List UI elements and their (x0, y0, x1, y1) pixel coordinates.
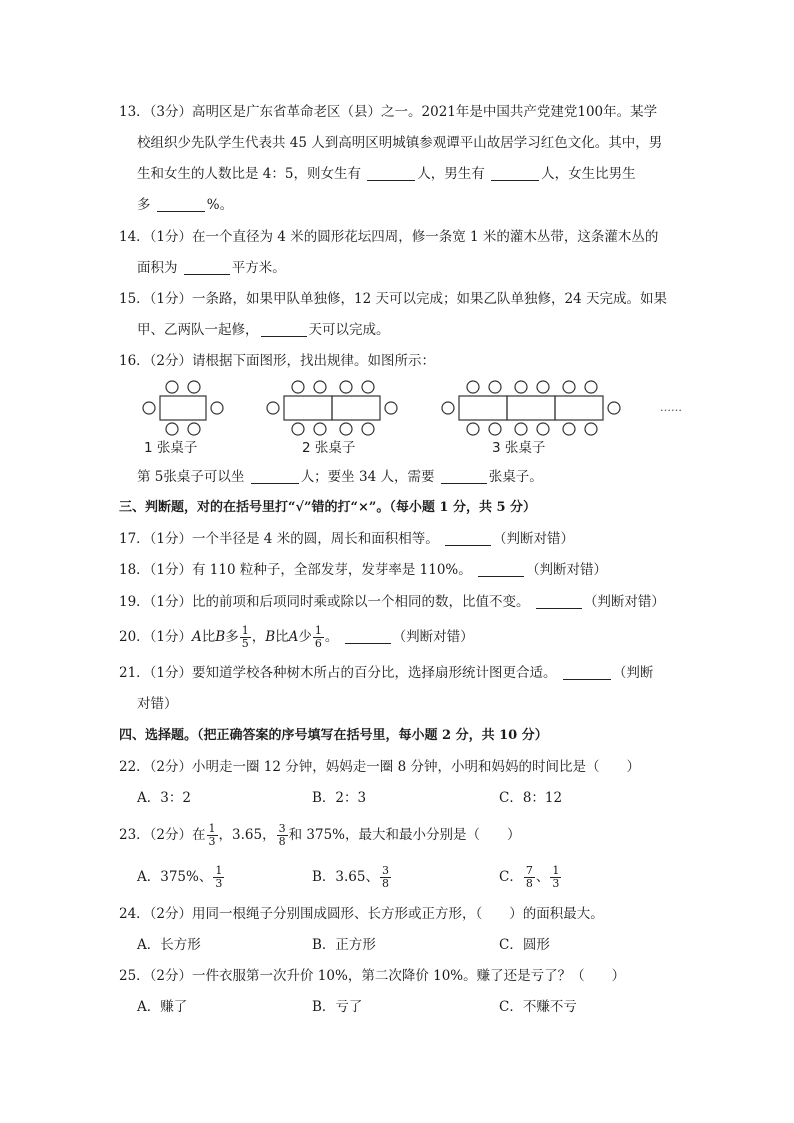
q22-option-a[interactable]: A．3：2 (137, 790, 191, 806)
numerator: 1 (215, 864, 223, 877)
q20 (119, 624, 474, 650)
q23-text: ，3.65， (218, 827, 276, 843)
q13-line-4 (137, 196, 233, 214)
table-rect (507, 396, 555, 420)
q15-line-2 (137, 321, 390, 339)
denominator: 8 (381, 877, 389, 890)
seat-circle (537, 423, 549, 435)
q13-text: %。 (206, 197, 234, 213)
var-b: B (215, 629, 226, 645)
q13-line-1: 13．（3分）高明区是广东省革命老区（县）之一。2021年是中国共产党建党100年。某学 (119, 104, 658, 120)
section-3-heading: 三、判断题，对的在括号里打“√”错的打“×”。（每小题 1 分，共 5 分） (119, 500, 537, 515)
seat-circle (211, 402, 223, 414)
q23-stem (119, 820, 520, 850)
table-seating-figure (0, 378, 794, 458)
numerator: 7 (525, 864, 533, 877)
q22-option-c[interactable]: C．8：12 (499, 790, 563, 806)
q20-text: 比 (201, 629, 216, 645)
option-text: C． (499, 869, 523, 885)
q17-suffix: （判断对错） (493, 531, 574, 547)
fraction (550, 865, 561, 890)
q16-line-1: 16．（2分）请根据下面图形，找出规律。如图所示： (119, 353, 436, 369)
q14-line-2 (137, 259, 286, 277)
answer-blank[interactable] (184, 260, 230, 275)
q20-text: 。 (324, 629, 339, 645)
seat-circle (362, 381, 374, 393)
table-rect (555, 396, 603, 420)
seat-circle (188, 423, 200, 435)
answer-blank[interactable] (251, 469, 299, 484)
seat-circle (585, 381, 597, 393)
numerator: 1 (552, 864, 560, 877)
fraction (213, 865, 224, 890)
table-rect (160, 396, 206, 420)
seat-circle (340, 381, 352, 393)
fraction (524, 865, 535, 890)
denominator: 3 (552, 877, 560, 890)
q16-text: 张桌子。 (488, 469, 543, 485)
q15-text: 天可以完成。 (308, 322, 390, 338)
section-4-heading: 四、选择题。（把正确答案的序号填写在括号里，每小题 2 分，共 10 分） (119, 728, 548, 743)
q23-text: 23．（2分）在 (119, 827, 206, 843)
q25-option-c[interactable]: C．不赚不亏 (499, 999, 577, 1015)
var-a: A (192, 629, 202, 645)
q21-suffix: （判断 (612, 665, 654, 681)
q13-line-2: 校组织少先队学生代表共 45 人到高明区明城镇参观谭平山故居学习红色文化。其中，男 (137, 135, 663, 151)
seat-circle (515, 381, 527, 393)
option-text: B．3.65、 (312, 869, 379, 885)
seat-circle (442, 402, 454, 414)
seat-circle (188, 381, 200, 393)
fraction (277, 823, 288, 848)
q23-option-c[interactable] (499, 862, 562, 892)
seat-circle (467, 423, 479, 435)
q14-text: 平方米。 (231, 260, 286, 276)
option-text: 、 (535, 869, 550, 885)
q21-line-1 (119, 664, 653, 682)
seat-circle (166, 423, 178, 435)
q20-text: 多 (225, 629, 239, 645)
q23-text: 和 375%，最大和最小分别是（ ） (288, 827, 521, 843)
answer-blank[interactable] (445, 531, 491, 546)
seat-circle (467, 381, 479, 393)
q13-text: 生和女生的人数比是 4：5，则女生有 (137, 166, 361, 182)
option-text: A．375%、 (137, 869, 213, 885)
numerator: 3 (381, 864, 389, 877)
q14-line-1: 14．（1分）在一个直径为 4 米的圆形花坛四周，修一条宽 1 米的灌木丛带，这条灌木丛的 (119, 229, 659, 245)
q19 (119, 593, 665, 611)
q22-stem: 22．（2分）小明走一圈 12 分钟，妈妈走一圈 8 分钟，小明和妈妈的时间比是（ ） (119, 759, 640, 775)
seat-circle (362, 423, 374, 435)
table-rect (332, 396, 380, 420)
q22-option-b[interactable]: B．2：3 (312, 790, 367, 806)
q13-text: 多 (137, 197, 151, 213)
q19-suffix: （判断对错） (583, 594, 665, 610)
table-rect (459, 396, 507, 420)
answer-blank[interactable] (563, 665, 611, 680)
q21-line-2: 对错） (137, 696, 178, 712)
seat-circle (292, 381, 304, 393)
q16-line-2 (137, 468, 543, 486)
seat-circle (563, 423, 575, 435)
answer-blank[interactable] (441, 469, 487, 484)
q17 (119, 530, 574, 548)
denominator: 3 (215, 877, 223, 890)
numerator: 1 (241, 624, 249, 637)
caption-1-table: 1 张桌子 (144, 440, 198, 456)
caption-3-tables: 3 张桌子 (492, 440, 546, 456)
q24-option-a[interactable]: A．长方形 (137, 937, 201, 953)
q18-suffix: （判断对错） (526, 562, 608, 578)
seat-circle (314, 381, 326, 393)
q21-text: 21．（1分）要知道学校各种树木所占的百分比，选择扇形统计图更合适。 (119, 665, 557, 681)
answer-blank[interactable] (367, 166, 415, 181)
ellipsis: …… (660, 401, 682, 414)
q15-line-1: 15．（1分）一条路，如果甲队单独修，12 天可以完成；如果乙队单独修，24 天完成。如果 (119, 291, 667, 307)
q16-text: 第 5张桌子可以坐 (137, 469, 245, 485)
q13-text: 人，女生比男生 (541, 166, 636, 182)
seat-circle (489, 423, 501, 435)
q23-option-b[interactable] (312, 862, 392, 892)
answer-blank[interactable] (491, 166, 539, 181)
q20-text: 比 (275, 629, 289, 645)
var-b: B (265, 629, 276, 645)
q25-option-a[interactable]: A．赚了 (137, 999, 188, 1015)
fraction (313, 625, 324, 650)
q25-stem: 25．（2分）一件衣服第一次升价 10%，第二次降价 10%。赚了还是亏了？（ ） (119, 968, 626, 984)
seat-circle (537, 381, 549, 393)
q25-option-b[interactable]: B．亏了 (312, 999, 363, 1015)
seat-circle (585, 423, 597, 435)
denominator: 3 (208, 835, 216, 848)
seat-circle (608, 402, 620, 414)
q20-prefix: 20．（1分） (119, 629, 193, 645)
q18 (119, 561, 607, 579)
seat-circle (385, 402, 397, 414)
denominator: 8 (525, 877, 533, 890)
numerator: 1 (314, 624, 322, 637)
seat-circle (563, 381, 575, 393)
denominator: 8 (278, 835, 286, 848)
seat-circle (515, 423, 527, 435)
q20-text: 少 (298, 629, 312, 645)
seat-circle (166, 381, 178, 393)
answer-blank[interactable] (478, 562, 524, 577)
q14-text: 面积为 (137, 260, 178, 276)
seat-circle (267, 402, 279, 414)
q20-suffix: （判断对错） (392, 629, 474, 645)
denominator: 6 (314, 637, 322, 650)
q16-text: 人；要坐 34 人，需要 (300, 469, 435, 485)
var-a: A (288, 629, 299, 645)
fraction (380, 865, 391, 890)
q13-text: 人，男生有 (417, 166, 485, 182)
numerator: 1 (208, 822, 216, 835)
q24-option-b[interactable]: B．正方形 (312, 937, 376, 953)
q17-text: 17．（1分）一个半径是 4 米的圆，周长和面积相等。 (119, 531, 439, 547)
table-rect (284, 396, 332, 420)
q15-text: 甲、乙两队一起修， (137, 322, 259, 338)
seat-circle (143, 402, 155, 414)
q13-line-3 (137, 165, 636, 183)
q23-option-a[interactable] (137, 862, 225, 892)
fraction (207, 823, 218, 848)
seat-circle (489, 381, 501, 393)
q19-text: 19．（1分）比的前项和后项同时乘或除以一个相同的数，比值不变。 (119, 594, 530, 610)
answer-blank[interactable] (536, 594, 582, 609)
answer-blank[interactable] (345, 629, 391, 644)
q24-stem: 24．（2分）用同一根绳子分别围成圆形、长方形或正方形，（ ）的面积最大。 (119, 906, 604, 922)
q24-option-c[interactable]: C．圆形 (499, 937, 550, 953)
answer-blank[interactable] (261, 322, 307, 337)
fraction (240, 625, 251, 650)
seat-circle (292, 423, 304, 435)
q18-text: 18．（1分）有 110 粒种子，全部发芽，发芽率是 110%。 (119, 562, 472, 578)
seat-circle (314, 423, 326, 435)
denominator: 5 (241, 637, 249, 650)
seat-circle (340, 423, 352, 435)
numerator: 3 (278, 822, 286, 835)
q20-text: ， (251, 629, 266, 645)
caption-2-tables: 2 张桌子 (302, 440, 356, 456)
answer-blank[interactable] (157, 197, 205, 212)
